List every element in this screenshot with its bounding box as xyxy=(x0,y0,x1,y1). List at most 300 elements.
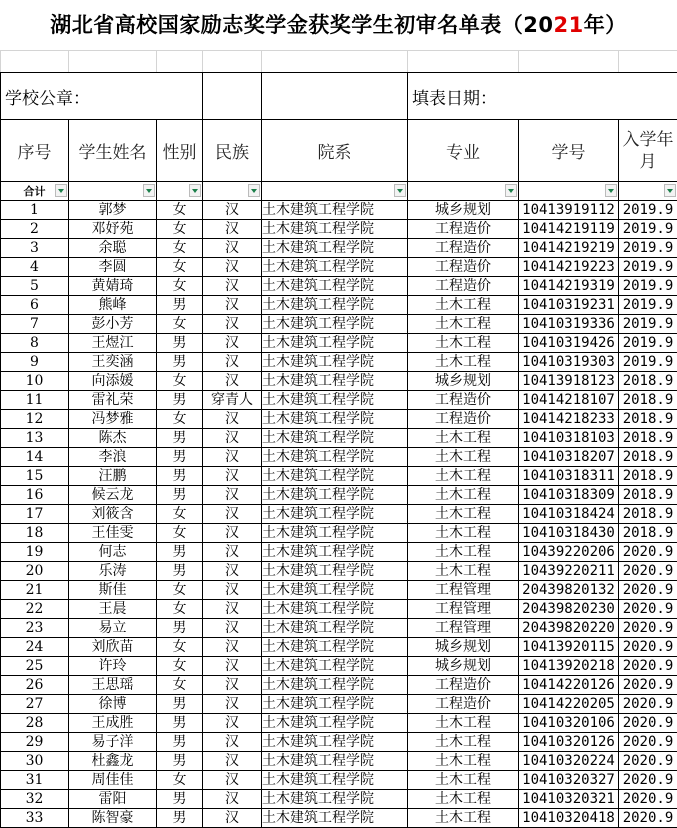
cell-ethnicity[interactable]: 汉 xyxy=(203,619,262,638)
cell-index[interactable]: 21 xyxy=(1,581,69,600)
cell-department[interactable]: 土木建筑工程学院 xyxy=(262,315,408,334)
cell-gender[interactable]: 男 xyxy=(157,809,203,828)
cell-enrollment[interactable]: 2019.9 xyxy=(619,353,677,372)
cell-enrollment[interactable]: 2018.9 xyxy=(619,372,677,391)
cell-department[interactable]: 土木建筑工程学院 xyxy=(262,201,408,220)
cell-name[interactable]: 王成胜 xyxy=(69,714,157,733)
header-ethnicity[interactable]: 民族 xyxy=(203,120,262,182)
cell[interactable] xyxy=(157,51,203,73)
cell-department[interactable]: 土木建筑工程学院 xyxy=(262,258,408,277)
cell-name[interactable]: 易子洋 xyxy=(69,733,157,752)
cell-student-id[interactable]: 10413920218 xyxy=(519,657,619,676)
cell-index[interactable]: 15 xyxy=(1,467,69,486)
cell-gender[interactable]: 女 xyxy=(157,410,203,429)
cell-gender[interactable]: 女 xyxy=(157,201,203,220)
cell-index[interactable]: 24 xyxy=(1,638,69,657)
cell-enrollment[interactable]: 2018.9 xyxy=(619,429,677,448)
cell-name[interactable]: 雷阳 xyxy=(69,790,157,809)
cell-major[interactable]: 土木工程 xyxy=(408,733,519,752)
cell-enrollment[interactable]: 2020.9 xyxy=(619,752,677,771)
cell-gender[interactable]: 男 xyxy=(157,296,203,315)
cell-enrollment[interactable]: 2019.9 xyxy=(619,220,677,239)
cell-index[interactable]: 29 xyxy=(1,733,69,752)
cell-student-id[interactable]: 10410320224 xyxy=(519,752,619,771)
cell-gender[interactable]: 男 xyxy=(157,733,203,752)
filter-cell[interactable] xyxy=(619,182,677,201)
cell-student-id[interactable]: 10413918123 xyxy=(519,372,619,391)
cell-name[interactable]: 许玲 xyxy=(69,657,157,676)
cell-gender[interactable]: 男 xyxy=(157,714,203,733)
cell-name[interactable]: 徐博 xyxy=(69,695,157,714)
cell-name[interactable]: 杜鑫龙 xyxy=(69,752,157,771)
cell-enrollment[interactable]: 2020.9 xyxy=(619,581,677,600)
cell-enrollment[interactable]: 2019.9 xyxy=(619,239,677,258)
cell-ethnicity[interactable]: 汉 xyxy=(203,296,262,315)
cell-ethnicity[interactable]: 汉 xyxy=(203,524,262,543)
cell-department[interactable]: 土木建筑工程学院 xyxy=(262,524,408,543)
cell-department[interactable]: 土木建筑工程学院 xyxy=(262,410,408,429)
cell-major[interactable]: 土木工程 xyxy=(408,714,519,733)
cell[interactable] xyxy=(408,51,519,73)
cell-major[interactable]: 土木工程 xyxy=(408,505,519,524)
cell-enrollment[interactable]: 2019.9 xyxy=(619,258,677,277)
cell-major[interactable]: 土木工程 xyxy=(408,771,519,790)
cell-index[interactable]: 1 xyxy=(1,201,69,220)
cell-gender[interactable]: 男 xyxy=(157,391,203,410)
cell-name[interactable]: 乐涛 xyxy=(69,562,157,581)
cell-ethnicity[interactable]: 汉 xyxy=(203,676,262,695)
cell-major[interactable]: 土木工程 xyxy=(408,315,519,334)
cell-ethnicity[interactable]: 汉 xyxy=(203,353,262,372)
cell-gender[interactable]: 女 xyxy=(157,600,203,619)
cell-major[interactable]: 工程造价 xyxy=(408,277,519,296)
cell-student-id[interactable]: 20439820220 xyxy=(519,619,619,638)
cell-enrollment[interactable]: 2020.9 xyxy=(619,695,677,714)
cell-ethnicity[interactable]: 汉 xyxy=(203,581,262,600)
cell-major[interactable]: 工程管理 xyxy=(408,581,519,600)
cell-student-id[interactable]: 10410318309 xyxy=(519,486,619,505)
cell-ethnicity[interactable]: 汉 xyxy=(203,467,262,486)
cell-ethnicity[interactable]: 汉 xyxy=(203,543,262,562)
cell-department[interactable]: 土木建筑工程学院 xyxy=(262,809,408,828)
filter-cell[interactable] xyxy=(203,182,262,201)
cell-major[interactable]: 工程造价 xyxy=(408,258,519,277)
cell-name[interactable]: 熊峰 xyxy=(69,296,157,315)
cell-index[interactable]: 2 xyxy=(1,220,69,239)
cell[interactable] xyxy=(262,51,408,73)
cell-major[interactable]: 土木工程 xyxy=(408,752,519,771)
cell-gender[interactable]: 女 xyxy=(157,505,203,524)
cell-department[interactable]: 土木建筑工程学院 xyxy=(262,790,408,809)
cell-department[interactable]: 土木建筑工程学院 xyxy=(262,695,408,714)
header-student-id[interactable]: 学号 xyxy=(519,120,619,182)
cell-index[interactable]: 32 xyxy=(1,790,69,809)
cell-name[interactable]: 王奕涵 xyxy=(69,353,157,372)
cell-enrollment[interactable]: 2020.9 xyxy=(619,676,677,695)
cell-enrollment[interactable]: 2020.9 xyxy=(619,714,677,733)
cell-name[interactable]: 王晨 xyxy=(69,600,157,619)
header-enrollment[interactable]: 入学年月 xyxy=(619,120,677,182)
cell-student-id[interactable]: 10439220206 xyxy=(519,543,619,562)
cell-major[interactable]: 工程造价 xyxy=(408,220,519,239)
cell-index[interactable]: 8 xyxy=(1,334,69,353)
cell-ethnicity[interactable]: 汉 xyxy=(203,448,262,467)
cell-index[interactable]: 5 xyxy=(1,277,69,296)
cell-gender[interactable]: 女 xyxy=(157,315,203,334)
header-department[interactable]: 院系 xyxy=(262,120,408,182)
cell-gender[interactable]: 女 xyxy=(157,277,203,296)
cell-gender[interactable]: 女 xyxy=(157,372,203,391)
cell-department[interactable]: 土木建筑工程学院 xyxy=(262,638,408,657)
cell-gender[interactable]: 男 xyxy=(157,619,203,638)
cell-ethnicity[interactable]: 汉 xyxy=(203,733,262,752)
cell-student-id[interactable]: 10414219219 xyxy=(519,239,619,258)
cell-enrollment[interactable]: 2018.9 xyxy=(619,467,677,486)
cell-student-id[interactable]: 10410318103 xyxy=(519,429,619,448)
cell-student-id[interactable]: 10410318311 xyxy=(519,467,619,486)
cell-enrollment[interactable]: 2018.9 xyxy=(619,505,677,524)
cell-major[interactable]: 土木工程 xyxy=(408,562,519,581)
school-seal-cell[interactable] xyxy=(1,73,203,120)
cell-major[interactable]: 工程造价 xyxy=(408,410,519,429)
cell-department[interactable]: 土木建筑工程学院 xyxy=(262,581,408,600)
cell-name[interactable]: 邓妤苑 xyxy=(69,220,157,239)
cell-name[interactable]: 刘筱含 xyxy=(69,505,157,524)
filter-cell[interactable] xyxy=(519,182,619,201)
cell-enrollment[interactable]: 2020.9 xyxy=(619,790,677,809)
cell-student-id[interactable]: 20439820132 xyxy=(519,581,619,600)
cell-enrollment[interactable]: 2019.9 xyxy=(619,315,677,334)
cell-name[interactable]: 雷礼荣 xyxy=(69,391,157,410)
cell-student-id[interactable]: 10410320321 xyxy=(519,790,619,809)
cell-department[interactable]: 土木建筑工程学院 xyxy=(262,714,408,733)
cell-department[interactable]: 土木建筑工程学院 xyxy=(262,676,408,695)
cell-ethnicity[interactable]: 汉 xyxy=(203,201,262,220)
cell-student-id[interactable]: 20439820230 xyxy=(519,600,619,619)
cell-student-id[interactable]: 10410318424 xyxy=(519,505,619,524)
cell-name[interactable]: 黄婧琦 xyxy=(69,277,157,296)
cell-name[interactable]: 斯佳 xyxy=(69,581,157,600)
header-name[interactable]: 学生姓名 xyxy=(69,120,157,182)
cell-gender[interactable]: 女 xyxy=(157,524,203,543)
cell-major[interactable]: 土木工程 xyxy=(408,809,519,828)
cell-department[interactable]: 土木建筑工程学院 xyxy=(262,391,408,410)
cell-major[interactable]: 土木工程 xyxy=(408,353,519,372)
cell-student-id[interactable]: 10410319303 xyxy=(519,353,619,372)
cell-department[interactable]: 土木建筑工程学院 xyxy=(262,296,408,315)
cell-department[interactable]: 土木建筑工程学院 xyxy=(262,543,408,562)
filter-dropdown-icon[interactable] xyxy=(189,184,201,197)
cell-ethnicity[interactable]: 汉 xyxy=(203,695,262,714)
cell-major[interactable]: 城乡规划 xyxy=(408,657,519,676)
cell-index[interactable]: 26 xyxy=(1,676,69,695)
cell-gender[interactable]: 男 xyxy=(157,429,203,448)
cell-department[interactable]: 土木建筑工程学院 xyxy=(262,486,408,505)
filter-dropdown-icon[interactable] xyxy=(664,184,676,197)
cell-department[interactable]: 土木建筑工程学院 xyxy=(262,619,408,638)
cell-gender[interactable]: 男 xyxy=(157,790,203,809)
cell-ethnicity[interactable]: 汉 xyxy=(203,277,262,296)
filter-cell[interactable] xyxy=(408,182,519,201)
cell-name[interactable]: 易立 xyxy=(69,619,157,638)
filter-dropdown-icon[interactable] xyxy=(605,184,617,197)
cell-student-id[interactable]: 10414220126 xyxy=(519,676,619,695)
cell-ethnicity[interactable]: 汉 xyxy=(203,220,262,239)
cell-department[interactable]: 土木建筑工程学院 xyxy=(262,562,408,581)
cell-student-id[interactable]: 10410318207 xyxy=(519,448,619,467)
cell-index[interactable]: 11 xyxy=(1,391,69,410)
cell-ethnicity[interactable]: 汉 xyxy=(203,372,262,391)
cell-department[interactable]: 土木建筑工程学院 xyxy=(262,467,408,486)
cell-gender[interactable]: 男 xyxy=(157,562,203,581)
cell-index[interactable]: 25 xyxy=(1,657,69,676)
cell-ethnicity[interactable]: 汉 xyxy=(203,638,262,657)
cell-index[interactable]: 17 xyxy=(1,505,69,524)
cell-major[interactable]: 工程造价 xyxy=(408,391,519,410)
filter-dropdown-icon[interactable] xyxy=(248,184,260,197)
cell-ethnicity[interactable]: 汉 xyxy=(203,714,262,733)
cell-student-id[interactable]: 10414219223 xyxy=(519,258,619,277)
cell-ethnicity[interactable]: 汉 xyxy=(203,562,262,581)
cell-name[interactable]: 汪鹏 xyxy=(69,467,157,486)
cell-student-id[interactable]: 10413919112 xyxy=(519,201,619,220)
cell[interactable] xyxy=(1,51,69,73)
cell-student-id[interactable]: 10410320327 xyxy=(519,771,619,790)
cell-student-id[interactable]: 10410318430 xyxy=(519,524,619,543)
cell-department[interactable]: 土木建筑工程学院 xyxy=(262,733,408,752)
cell-gender[interactable]: 女 xyxy=(157,657,203,676)
cell-student-id[interactable]: 10414218233 xyxy=(519,410,619,429)
cell-gender[interactable]: 男 xyxy=(157,334,203,353)
cell-name[interactable]: 刘欣苗 xyxy=(69,638,157,657)
cell-major[interactable]: 工程造价 xyxy=(408,239,519,258)
cell-index[interactable]: 27 xyxy=(1,695,69,714)
filter-cell[interactable] xyxy=(69,182,157,201)
cell-major[interactable]: 土木工程 xyxy=(408,486,519,505)
cell-gender[interactable]: 男 xyxy=(157,467,203,486)
cell-major[interactable]: 工程造价 xyxy=(408,695,519,714)
cell-index[interactable]: 30 xyxy=(1,752,69,771)
cell-student-id[interactable]: 10414220205 xyxy=(519,695,619,714)
cell-index[interactable]: 16 xyxy=(1,486,69,505)
filter-dropdown-icon[interactable] xyxy=(55,184,67,197)
cell-enrollment[interactable]: 2020.9 xyxy=(619,600,677,619)
cell-department[interactable]: 土木建筑工程学院 xyxy=(262,372,408,391)
cell-gender[interactable]: 男 xyxy=(157,448,203,467)
cell-name[interactable]: 何志 xyxy=(69,543,157,562)
cell-student-id[interactable]: 10410320418 xyxy=(519,809,619,828)
cell-ethnicity[interactable]: 汉 xyxy=(203,486,262,505)
cell-department[interactable]: 土木建筑工程学院 xyxy=(262,429,408,448)
cell-gender[interactable]: 男 xyxy=(157,543,203,562)
cell-major[interactable]: 城乡规划 xyxy=(408,372,519,391)
cell-gender[interactable]: 女 xyxy=(157,638,203,657)
cell-major[interactable]: 土木工程 xyxy=(408,467,519,486)
cell-enrollment[interactable]: 2019.9 xyxy=(619,296,677,315)
cell-ethnicity[interactable]: 汉 xyxy=(203,505,262,524)
cell-ethnicity[interactable]: 汉 xyxy=(203,429,262,448)
cell-department[interactable]: 土木建筑工程学院 xyxy=(262,277,408,296)
cell[interactable] xyxy=(69,51,157,73)
cell-ethnicity[interactable]: 汉 xyxy=(203,600,262,619)
cell-index[interactable]: 7 xyxy=(1,315,69,334)
cell-ethnicity[interactable]: 汉 xyxy=(203,410,262,429)
cell-student-id[interactable]: 10413920115 xyxy=(519,638,619,657)
cell-department[interactable]: 土木建筑工程学院 xyxy=(262,448,408,467)
cell-index[interactable]: 20 xyxy=(1,562,69,581)
cell-major[interactable]: 工程管理 xyxy=(408,619,519,638)
cell-department[interactable]: 土木建筑工程学院 xyxy=(262,334,408,353)
cell-index[interactable]: 28 xyxy=(1,714,69,733)
cell-index[interactable]: 6 xyxy=(1,296,69,315)
cell-index[interactable]: 9 xyxy=(1,353,69,372)
cell-gender[interactable]: 女 xyxy=(157,258,203,277)
cell[interactable] xyxy=(203,73,262,120)
cell-major[interactable]: 土木工程 xyxy=(408,334,519,353)
cell-ethnicity[interactable]: 汉 xyxy=(203,315,262,334)
cell-ethnicity[interactable]: 汉 xyxy=(203,258,262,277)
cell-enrollment[interactable]: 2020.9 xyxy=(619,638,677,657)
filter-dropdown-icon[interactable] xyxy=(394,184,406,197)
cell-enrollment[interactable]: 2019.9 xyxy=(619,277,677,296)
cell-department[interactable]: 土木建筑工程学院 xyxy=(262,353,408,372)
cell-enrollment[interactable]: 2020.9 xyxy=(619,733,677,752)
cell-enrollment[interactable]: 2020.9 xyxy=(619,771,677,790)
cell-gender[interactable]: 男 xyxy=(157,695,203,714)
cell-index[interactable]: 12 xyxy=(1,410,69,429)
cell-index[interactable]: 10 xyxy=(1,372,69,391)
cell-major[interactable]: 工程管理 xyxy=(408,600,519,619)
cell-major[interactable]: 土木工程 xyxy=(408,429,519,448)
cell-name[interactable]: 陈智豪 xyxy=(69,809,157,828)
cell-name[interactable]: 余聪 xyxy=(69,239,157,258)
filter-cell[interactable] xyxy=(1,182,69,201)
cell-enrollment[interactable]: 2020.9 xyxy=(619,657,677,676)
cell-gender[interactable]: 男 xyxy=(157,353,203,372)
cell-name[interactable]: 候云龙 xyxy=(69,486,157,505)
cell-enrollment[interactable]: 2018.9 xyxy=(619,391,677,410)
cell-index[interactable]: 3 xyxy=(1,239,69,258)
cell-ethnicity[interactable]: 汉 xyxy=(203,790,262,809)
filter-cell[interactable] xyxy=(157,182,203,201)
cell-major[interactable]: 土木工程 xyxy=(408,448,519,467)
header-gender[interactable]: 性别 xyxy=(157,120,203,182)
cell-name[interactable]: 王煜江 xyxy=(69,334,157,353)
cell-gender[interactable]: 女 xyxy=(157,676,203,695)
cell-enrollment[interactable]: 2018.9 xyxy=(619,410,677,429)
cell-name[interactable]: 向添媛 xyxy=(69,372,157,391)
cell[interactable] xyxy=(519,51,619,73)
cell-student-id[interactable]: 10439220211 xyxy=(519,562,619,581)
cell-department[interactable]: 土木建筑工程学院 xyxy=(262,600,408,619)
cell[interactable] xyxy=(262,73,408,120)
cell-student-id[interactable]: 10410319336 xyxy=(519,315,619,334)
cell-ethnicity[interactable]: 汉 xyxy=(203,752,262,771)
cell-student-id[interactable]: 10414219119 xyxy=(519,220,619,239)
cell-student-id[interactable]: 10414219319 xyxy=(519,277,619,296)
cell-ethnicity[interactable]: 汉 xyxy=(203,239,262,258)
cell-student-id[interactable]: 10410319426 xyxy=(519,334,619,353)
cell-major[interactable]: 土木工程 xyxy=(408,296,519,315)
cell-department[interactable]: 土木建筑工程学院 xyxy=(262,220,408,239)
cell-name[interactable]: 冯梦雅 xyxy=(69,410,157,429)
filter-dropdown-icon[interactable] xyxy=(505,184,517,197)
cell-enrollment[interactable]: 2019.9 xyxy=(619,334,677,353)
cell-student-id[interactable]: 10410319231 xyxy=(519,296,619,315)
cell-gender[interactable]: 女 xyxy=(157,581,203,600)
cell-student-id[interactable]: 10410320106 xyxy=(519,714,619,733)
cell-major[interactable]: 土木工程 xyxy=(408,790,519,809)
filter-dropdown-icon[interactable] xyxy=(143,184,155,197)
cell-index[interactable]: 18 xyxy=(1,524,69,543)
cell-index[interactable]: 22 xyxy=(1,600,69,619)
cell[interactable] xyxy=(203,51,262,73)
cell-enrollment[interactable]: 2018.9 xyxy=(619,486,677,505)
cell-enrollment[interactable]: 2018.9 xyxy=(619,524,677,543)
cell-name[interactable]: 周佳佳 xyxy=(69,771,157,790)
cell-ethnicity[interactable]: 汉 xyxy=(203,657,262,676)
cell-major[interactable]: 土木工程 xyxy=(408,543,519,562)
cell-index[interactable]: 14 xyxy=(1,448,69,467)
cell-ethnicity[interactable]: 穿青人 xyxy=(203,391,262,410)
cell-gender[interactable]: 女 xyxy=(157,220,203,239)
cell-enrollment[interactable]: 2020.9 xyxy=(619,562,677,581)
fill-date-cell[interactable] xyxy=(408,73,677,120)
cell-index[interactable]: 4 xyxy=(1,258,69,277)
cell-gender[interactable]: 女 xyxy=(157,239,203,258)
cell-index[interactable]: 19 xyxy=(1,543,69,562)
cell-name[interactable]: 李浪 xyxy=(69,448,157,467)
cell-department[interactable]: 土木建筑工程学院 xyxy=(262,239,408,258)
cell-major[interactable]: 工程造价 xyxy=(408,676,519,695)
cell-enrollment[interactable]: 2019.9 xyxy=(619,201,677,220)
header-major[interactable]: 专业 xyxy=(408,120,519,182)
cell-name[interactable]: 李圆 xyxy=(69,258,157,277)
header-index[interactable]: 序号 xyxy=(1,120,69,182)
cell-name[interactable]: 陈杰 xyxy=(69,429,157,448)
cell-department[interactable]: 土木建筑工程学院 xyxy=(262,505,408,524)
cell-name[interactable]: 郭梦 xyxy=(69,201,157,220)
cell[interactable] xyxy=(619,51,677,73)
filter-cell[interactable] xyxy=(262,182,408,201)
cell-index[interactable]: 31 xyxy=(1,771,69,790)
cell-major[interactable]: 城乡规划 xyxy=(408,201,519,220)
cell-index[interactable]: 23 xyxy=(1,619,69,638)
cell-name[interactable]: 王思瑶 xyxy=(69,676,157,695)
cell-department[interactable]: 土木建筑工程学院 xyxy=(262,752,408,771)
cell-index[interactable]: 13 xyxy=(1,429,69,448)
cell-name[interactable]: 彭小芳 xyxy=(69,315,157,334)
cell-enrollment[interactable]: 2020.9 xyxy=(619,543,677,562)
cell-ethnicity[interactable]: 汉 xyxy=(203,334,262,353)
cell-student-id[interactable]: 10410320126 xyxy=(519,733,619,752)
cell-student-id[interactable]: 10414218107 xyxy=(519,391,619,410)
cell-gender[interactable]: 男 xyxy=(157,752,203,771)
cell-department[interactable]: 土木建筑工程学院 xyxy=(262,771,408,790)
cell-enrollment[interactable]: 2020.9 xyxy=(619,809,677,828)
cell-major[interactable]: 土木工程 xyxy=(408,524,519,543)
cell-major[interactable]: 城乡规划 xyxy=(408,638,519,657)
cell-name[interactable]: 王佳雯 xyxy=(69,524,157,543)
cell-ethnicity[interactable]: 汉 xyxy=(203,771,262,790)
cell-department[interactable]: 土木建筑工程学院 xyxy=(262,657,408,676)
cell-enrollment[interactable]: 2018.9 xyxy=(619,448,677,467)
cell-gender[interactable]: 女 xyxy=(157,771,203,790)
cell-enrollment[interactable]: 2020.9 xyxy=(619,619,677,638)
cell-gender[interactable]: 男 xyxy=(157,486,203,505)
cell-index[interactable]: 33 xyxy=(1,809,69,828)
cell-ethnicity[interactable]: 汉 xyxy=(203,809,262,828)
